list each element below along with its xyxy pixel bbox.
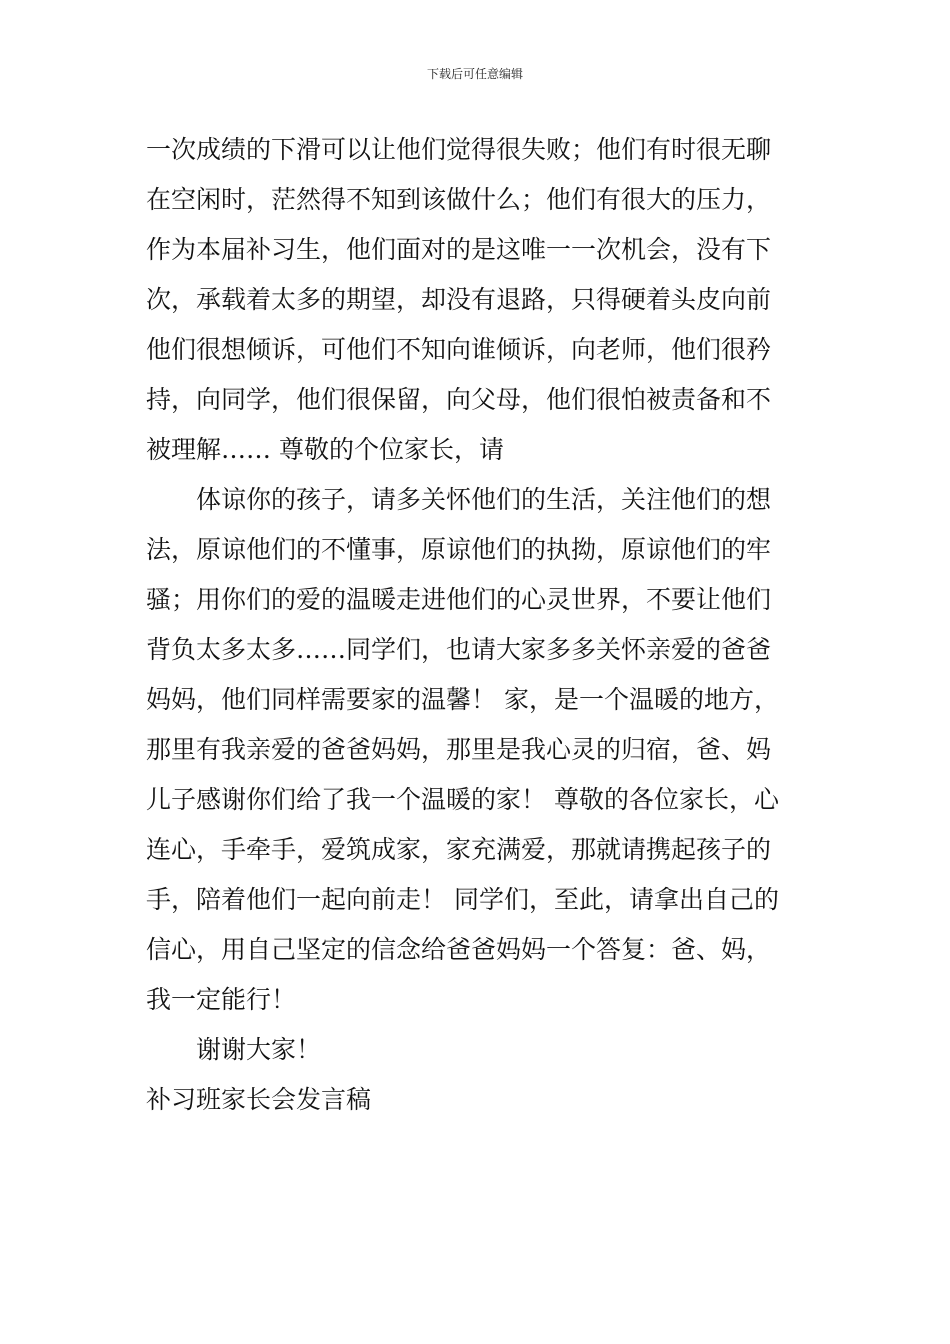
text-line: 连心，手牵手，爱筑成家，家充满爱，那就请携起孩子的 [146, 835, 772, 864]
text-line: 持，向同学，他们很保留，向父母，他们很怕被责备和不 [146, 385, 772, 414]
text-line: 妈妈，他们同样需要家的温馨！ 家，是一个温暖的地方， [146, 685, 779, 714]
page-header: 下载后可任意编辑 [426, 67, 523, 81]
text-line: 一次成绩的下滑可以让他们觉得很失败；他们有时很无聊 [146, 135, 772, 164]
text-line: 被理解…… 尊敬的个位家长，请 [146, 435, 504, 464]
document-title: 补习班家长会发言稿 [146, 1085, 372, 1114]
text-line: 儿子感谢你们给了我一个温暖的家！ 尊敬的各位家长，心 [146, 785, 779, 814]
text-line: 背负太多太多……同学们，也请大家多多关怀亲爱的爸爸 [146, 635, 772, 664]
document-body [146, 125, 826, 1125]
closing-thanks: 谢谢大家！ [196, 1035, 322, 1064]
text-line: 我一定能行！ [146, 985, 297, 1014]
text-line: 他们很想倾诉，可他们不知向谁倾诉，向老师，他们很矜 [146, 335, 772, 364]
text-line: 骚；用你们的爱的温暖走进他们的心灵世界，不要让他们 [146, 585, 772, 614]
text-line: 信心，用自己坚定的信念给爸爸妈妈一个答复：爸、妈， [146, 935, 772, 964]
text-line: 手，陪着他们一起向前走！ 同学们，至此，请拿出自己的 [146, 885, 779, 914]
text-line: 法，原谅他们的不懂事，原谅他们的执拗，原谅他们的牢 [146, 535, 772, 564]
text-line: 那里有我亲爱的爸爸妈妈，那里是我心灵的归宿，爸、妈 [146, 735, 772, 764]
paragraph-start-line: 体谅你的孩子，请多关怀他们的生活，关注他们的想 [196, 485, 772, 514]
text-line: 次，承载着太多的期望，却没有退路，只得硬着头皮向前 [146, 285, 772, 314]
text-line: 在空闲时，茫然得不知到该做什么；他们有很大的压力， [146, 185, 772, 214]
text-line: 作为本届补习生，他们面对的是这唯一一次机会，没有下 [146, 235, 772, 264]
